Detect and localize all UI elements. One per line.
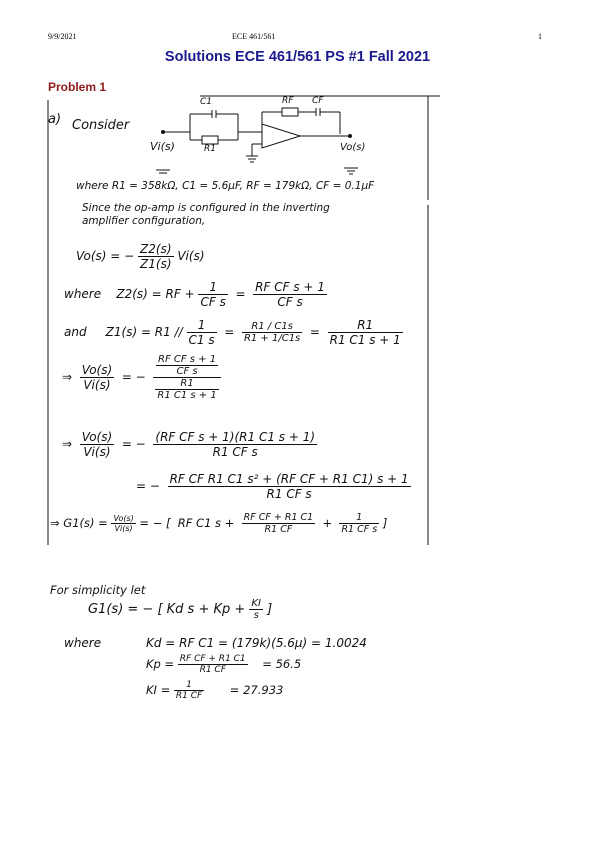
simplify-intro: For simplicity let (50, 583, 146, 597)
document-title: Solutions ECE 461/561 PS #1 Fall 2021 (164, 49, 431, 65)
since-note-line2: amplifier configuration, (82, 215, 206, 227)
vo-label: Vo(s) (340, 142, 366, 153)
kp-line: Kp = $\frac{\text{RF CF + R1 C1}}{R1 CF}$ = 56.5 (146, 654, 302, 675)
component-values: where R1 = 358kΩ, C1 = 5.6μF, RF = 179kΩ, CF = 0.1μF (76, 180, 375, 192)
eq-expanded-2: = − $\frac{\text{RF CF R1 C1 s² + (RF CF + R1 C1) s + 1}}{\text{R1 CF s}}$ (136, 472, 409, 501)
simplify-g1: G1(s) = − [ Kd s + Kp + $\frac{KI}{s}$ ] (88, 598, 273, 621)
rf-label: RF (282, 96, 294, 106)
simplify-where: where (64, 636, 102, 650)
input-node (162, 131, 165, 134)
kd-line: Kd = RF C1 = (179k)(5.6μ) = 1.0024 (146, 636, 367, 650)
circuit-diagram (156, 108, 358, 174)
problem-heading: Problem 1 (48, 80, 107, 94)
part-label: a) (48, 112, 62, 127)
since-note-line1: Since the op-amp is configured in the inverting (82, 202, 330, 214)
eq-z1: and Z1(s) = R1 // $\frac{1}{C1 s}$ = $\frac{R1 / C1s}{R1 + 1/C1s}$ = $\frac{R1}{R1 C1 s + 1}$ (64, 318, 401, 347)
rf-body (282, 108, 298, 116)
op-amp-triangle (262, 124, 300, 148)
consider-label: Consider (72, 118, 130, 133)
r1-label: R1 (204, 144, 216, 154)
eq-expanded: ⇒ $\frac{Vo(s)}{Vi(s)}$ = − $\frac{\text{(RF CF s + 1)(R1 C1 s + 1)}}{\text{R1 CF s}}$ (62, 430, 316, 459)
header-course: ECE 461/561 (232, 32, 276, 41)
eq-z2: where Z2(s) = RF + $\frac{1}{\text{CF s}}$ = $\frac{\text{RF CF s + 1}}{\text{CF s}}$ (64, 280, 325, 309)
eq-g1: ⇒ G1(s) = $\frac{Vo(s)}{Vi(s)}$ = − [ RF C1 s + $\frac{\text{RF CF + R1 C1}}{R1 CF}$ + $\frac{1}{\text{R1 CF s}}$ ] (50, 512, 388, 535)
vi-label: Vi(s) (150, 140, 175, 153)
ki-line: KI = $\frac{1}{R1 CF}$ = 27.933 (146, 680, 284, 701)
header-date: 9/9/2021 (48, 32, 77, 41)
eq-ratio: ⇒ $\frac{Vo(s)}{Vi(s)}$ = − $\frac{\frac{\text{RF CF s + 1}}{\text{CF s}}}{\frac{R1}{R1 C1 s + 1}}$ (62, 354, 221, 401)
cf-label: CF (312, 96, 324, 106)
header-page-number: 1 (538, 32, 542, 41)
r1-body (202, 136, 218, 144)
output-node (349, 135, 352, 138)
c1-label: C1 (200, 97, 213, 107)
eq-vo: Vo(s) = − $\frac{Z2(s)}{Z1(s)}$ Vi(s) (76, 242, 205, 271)
